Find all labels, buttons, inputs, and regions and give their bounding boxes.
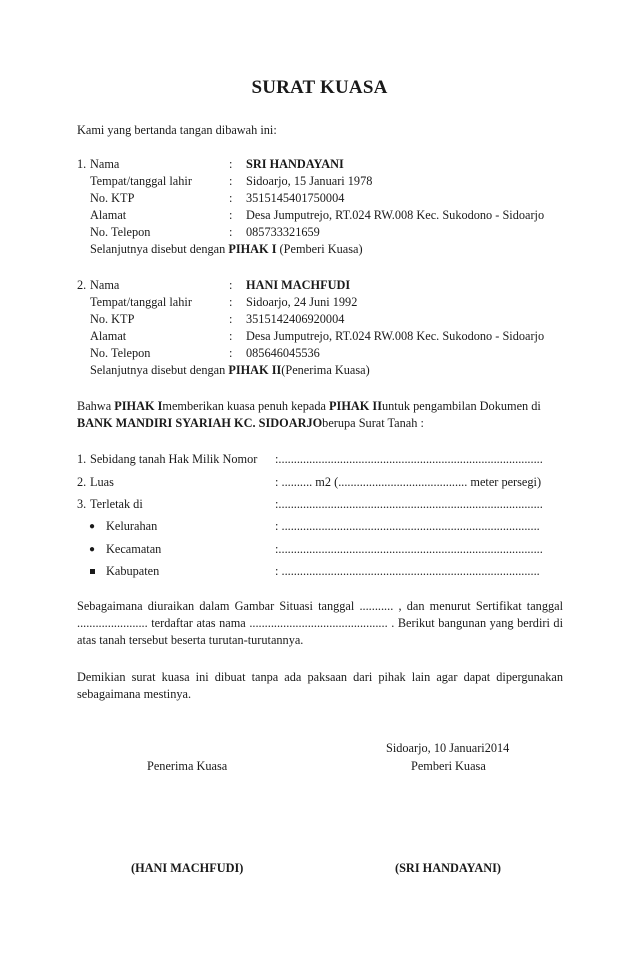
colon: : bbox=[229, 225, 233, 239]
item-number: 1. bbox=[77, 452, 87, 466]
ktp-label: No. KTP bbox=[90, 312, 135, 326]
party-1-reference bbox=[0, 241, 639, 258]
phone-label: No. Telepon bbox=[90, 346, 151, 360]
kabupaten-row bbox=[0, 563, 639, 580]
colon: : bbox=[229, 278, 233, 292]
statement-line-2 bbox=[77, 415, 424, 432]
colon: : bbox=[229, 312, 233, 326]
statement-line-1 bbox=[77, 398, 541, 415]
party-1-role: (Pemberi Kuasa) bbox=[276, 242, 363, 256]
birth-label: Tempat/tanggal lahir bbox=[90, 174, 192, 188]
party-1-designation: PIHAK I bbox=[228, 242, 277, 256]
party-2-birth: Sidoarjo, 24 Juni 1992 bbox=[246, 295, 358, 309]
party-2-ktp-row bbox=[0, 311, 639, 328]
party-1-birth-row bbox=[0, 173, 639, 190]
item-blank-field: :...................................................................................... bbox=[275, 497, 543, 511]
item-label: Sebidang tanah Hak Milik Nomor bbox=[90, 452, 258, 466]
giver-name: (SRI HANDAYANI) bbox=[395, 861, 502, 875]
party-1-ktp-row bbox=[0, 190, 639, 207]
bullet-dot-icon: ● bbox=[89, 521, 96, 532]
statement-text: berupa Surat Tanah : bbox=[322, 416, 424, 430]
area-blank-field: : .......... m2 (.......................................... meter persegi) bbox=[275, 475, 542, 489]
party-2-phone: 085646045536 bbox=[246, 346, 320, 360]
giver-label: Pemberi Kuasa bbox=[411, 759, 486, 773]
item-label: Luas bbox=[90, 475, 114, 489]
party-2-ktp: 3515142406920004 bbox=[246, 312, 345, 326]
party-1-phone-row bbox=[0, 224, 639, 241]
document-title: SURAT KUASA bbox=[251, 77, 388, 98]
statement-party-2: PIHAK II bbox=[329, 399, 382, 413]
party-1-number: 1. bbox=[77, 157, 87, 171]
ktp-label: No. KTP bbox=[90, 191, 135, 205]
item-blank-field: :...................................................................................... bbox=[275, 452, 543, 466]
party-2-name-row bbox=[0, 277, 639, 294]
land-item-row bbox=[0, 451, 639, 468]
bullet-square-icon bbox=[90, 569, 95, 574]
party-2-address: Desa Jumputrejo, RT.024 RW.008 Kec. Sukodono - Sidoarjo bbox=[246, 329, 545, 343]
party-2-address-row bbox=[0, 328, 639, 345]
item-number: 3. bbox=[77, 497, 87, 511]
land-location-row bbox=[0, 496, 639, 513]
statement-text: untuk pengambilan Dokumen di bbox=[382, 399, 541, 413]
item-number: 2. bbox=[77, 475, 87, 489]
bank-name: BANK MANDIRI SYARIAH KC. SIDOARJO bbox=[77, 416, 323, 430]
party-2-birth-row bbox=[0, 294, 639, 311]
kelurahan-row bbox=[0, 518, 639, 535]
item-label: Terletak di bbox=[90, 497, 143, 511]
party-1-address-row bbox=[0, 207, 639, 224]
statement-text: Bahwa bbox=[77, 399, 115, 413]
kecamatan-blank-field: :...................................................................................... bbox=[275, 542, 543, 556]
party-2-phone-row bbox=[0, 345, 639, 362]
party-1-ktp: 3515145401750004 bbox=[246, 191, 345, 205]
kabupaten-label: Kabupaten bbox=[106, 564, 160, 578]
colon: : bbox=[229, 329, 233, 343]
party-1-name: SRI HANDAYANI bbox=[246, 157, 344, 171]
party-2-role: (Penerima Kuasa) bbox=[281, 363, 370, 377]
closing-paragraph: Demikian surat kuasa ini dibuat tanpa ada paksaan dari pihak lain agar dapat dipergunakan sebagaimana mestinya. bbox=[77, 670, 563, 701]
address-label: Alamat bbox=[90, 208, 127, 222]
name-label: Nama bbox=[90, 278, 120, 292]
colon: : bbox=[229, 208, 233, 222]
statement-party-1: PIHAK I bbox=[114, 399, 163, 413]
kecamatan-row bbox=[0, 541, 639, 558]
statement-text: memberikan kuasa penuh kepada bbox=[162, 399, 330, 413]
kelurahan-blank-field: : .................................................................................... bbox=[275, 519, 540, 533]
place-date: Sidoarjo, 10 Januari2014 bbox=[386, 741, 510, 755]
colon: : bbox=[229, 346, 233, 360]
receiver-name: (HANI MACHFUDI) bbox=[131, 861, 244, 875]
kabupaten-blank-field: : .................................................................................... bbox=[275, 564, 540, 578]
birth-label: Tempat/tanggal lahir bbox=[90, 295, 192, 309]
kelurahan-label: Kelurahan bbox=[106, 519, 158, 533]
situation-paragraph: Sebagaimana diuraikan dalam Gambar Situasi tanggal ........... , dan menurut Sertifikat tanggal ....................... terdaftar atas nama ............................................. . Berikut bangunan yang berdiri di atas tanah tersebut beserta turutan-turutannya. bbox=[77, 599, 563, 647]
kecamatan-label: Kecamatan bbox=[106, 542, 162, 556]
intro-text: Kami yang bertanda tangan dibawah ini: bbox=[77, 123, 277, 137]
party-1-address: Desa Jumputrejo, RT.024 RW.008 Kec. Sukodono - Sidoarjo bbox=[246, 208, 545, 222]
party-1-phone: 085733321659 bbox=[246, 225, 320, 239]
colon: : bbox=[229, 191, 233, 205]
land-area-row bbox=[0, 474, 639, 491]
party-1-name-row bbox=[0, 156, 639, 173]
bullet-dot-icon: ● bbox=[89, 544, 96, 555]
colon: : bbox=[229, 157, 233, 171]
reference-prefix: Selanjutnya disebut dengan bbox=[90, 242, 229, 256]
name-label: Nama bbox=[90, 157, 120, 171]
address-label: Alamat bbox=[90, 329, 127, 343]
receiver-label: Penerima Kuasa bbox=[147, 759, 228, 773]
party-2-designation: PIHAK II bbox=[228, 363, 282, 377]
party-2-name: HANI MACHFUDI bbox=[246, 278, 351, 292]
phone-label: No. Telepon bbox=[90, 225, 151, 239]
colon: : bbox=[229, 174, 233, 188]
party-2-number: 2. bbox=[77, 278, 87, 292]
party-1-birth: Sidoarjo, 15 Januari 1978 bbox=[246, 174, 373, 188]
colon: : bbox=[229, 295, 233, 309]
reference-prefix: Selanjutnya disebut dengan bbox=[90, 363, 229, 377]
party-2-reference bbox=[0, 362, 639, 379]
